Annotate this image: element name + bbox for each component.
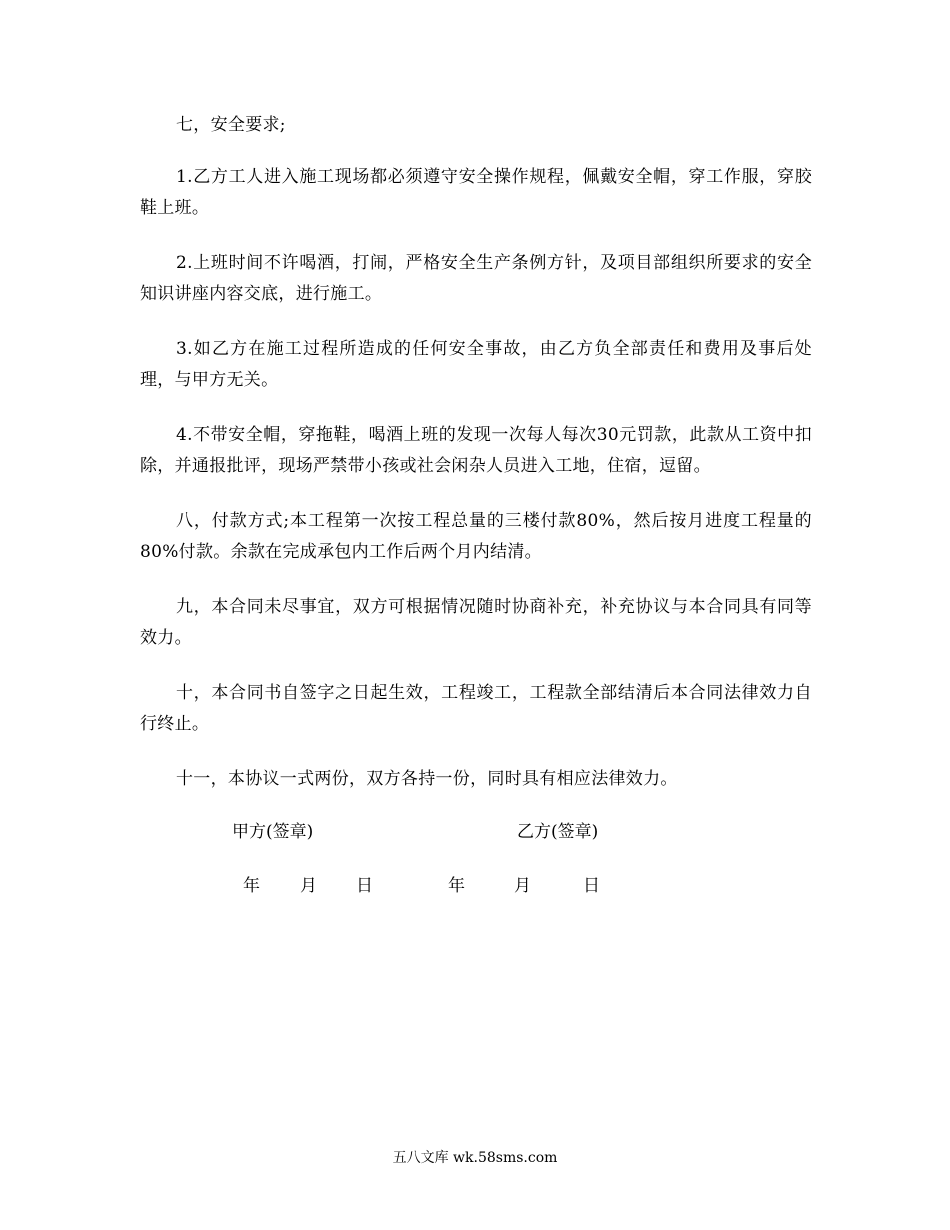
party-a-date-year: 年 [243, 876, 260, 896]
party-a-signature-label: 甲方(签章) [232, 822, 314, 842]
paragraph-8-payment: 八，付款方式;本工程第一次按工程总量的三楼付款80%，然后按月进度工程量的80%付款。余款在完成承包内工作后两个月内结清。 [140, 511, 812, 562]
paragraph-7-2: 2.上班时间不许喝酒，打闹，严格安全生产条例方针，及项目部组织所要求的安全知识讲座内容交底，进行施工。 [140, 253, 812, 304]
section-7-heading: 七，安全要求; [176, 115, 286, 135]
paragraph-7-3: 3.如乙方在施工过程所造成的任何安全事故，由乙方负全部责任和费用及事后处理，与甲方无关。 [140, 339, 812, 390]
paragraph-11-copies: 十一，本协议一式两份，双方各持一份，同时具有相应法律效力。 [176, 769, 678, 789]
party-b-date-day: 日 [583, 876, 600, 896]
party-b-signature-label: 乙方(签章) [517, 822, 599, 842]
paragraph-7-1: 1.乙方工人进入施工现场都必须遵守安全操作规程，佩戴安全帽，穿工作服，穿胶鞋上班。 [140, 167, 812, 218]
footer-watermark: 五八文库 wk.58sms.com [392, 1150, 558, 1166]
paragraph-10-effect: 十，本合同书自签字之日起生效，工程竣工，工程款全部结清后本合同法律效力自行终止。 [140, 683, 812, 734]
party-a-date-month: 月 [300, 876, 317, 896]
paragraph-9-supplement: 九，本合同未尽事宜，双方可根据情况随时协商补充，补充协议与本合同具有同等效力。 [140, 597, 812, 648]
party-b-date-year: 年 [448, 876, 465, 896]
party-a-date-day: 日 [356, 876, 373, 896]
party-b-date-month: 月 [514, 876, 531, 896]
paragraph-7-4: 4.不带安全帽，穿拖鞋，喝酒上班的发现一次每人每次30元罚款，此款从工资中扣除，并通报批评，现场严禁带小孩或社会闲杂人员进入工地，住宿，逗留。 [140, 425, 812, 476]
